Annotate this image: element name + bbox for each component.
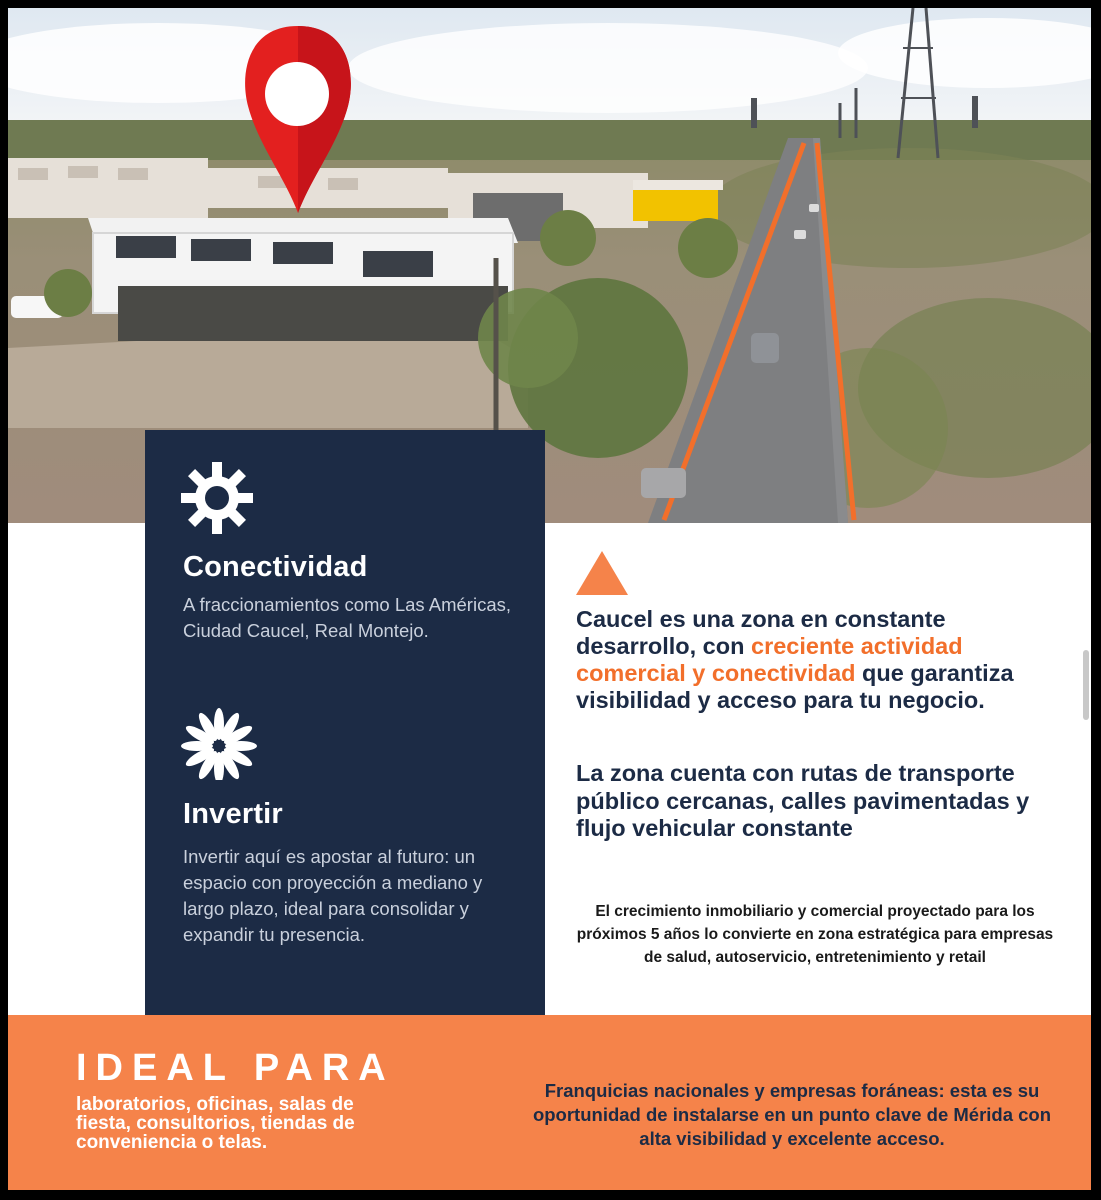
frame-left bbox=[0, 0, 8, 1200]
conectividad-description: A fraccionamientos como Las Américas, Ciudad Caucel, Real Montejo. bbox=[183, 594, 512, 641]
headline-accent: creciente actividad comercial y conectividad bbox=[576, 633, 963, 686]
headline-part-2: que garantiza visibilidad y acceso para tu negocio. bbox=[576, 660, 1014, 713]
transport-subhead: La zona cuenta con rutas de transporte público cercanas, calles pavimentadas y flujo vehicular constante bbox=[576, 760, 1030, 841]
frame-right bbox=[1091, 0, 1101, 1200]
flower-icon bbox=[181, 704, 257, 780]
frame-bottom bbox=[0, 1190, 1101, 1200]
invertir-title: Invertir bbox=[183, 798, 283, 830]
ideal-para-list: laboratorios, oficinas, salas de fiesta, consultorios, tiendas de conveniencia o telas. bbox=[76, 1094, 355, 1153]
growth-note: El crecimiento inmobiliario y comercial proyectado para los próximos 5 años lo convierte en zona estratégica para empresas de salud, autoservicio, entretenimiento y retail bbox=[576, 903, 1054, 966]
headline-part-1: Caucel es una zona en constante desarrollo, con bbox=[576, 606, 946, 659]
triangle-icon bbox=[576, 551, 628, 595]
ideal-para-title: IDEAL PARA bbox=[76, 1047, 395, 1089]
scrollbar[interactable] bbox=[1083, 650, 1089, 720]
ideal-para-band bbox=[8, 1015, 1091, 1190]
conectividad-title: Conectividad bbox=[183, 551, 368, 583]
invertir-description: Invertir aquí es apostar al futuro: un espacio con proyección a mediano y largo plazo, ideal para consolidar y expandir tu presencia. bbox=[183, 846, 483, 945]
frame-top bbox=[0, 0, 1101, 8]
franchise-text: Franquicias nacionales y empresas foráneas: esta es su oportunidad de instalarse en un punto clave de Mérida con alta visibilidad y excelente acceso. bbox=[532, 1080, 1052, 1149]
sun-gear-icon bbox=[179, 460, 255, 536]
features-panel bbox=[145, 430, 545, 1015]
headline bbox=[576, 606, 1056, 714]
